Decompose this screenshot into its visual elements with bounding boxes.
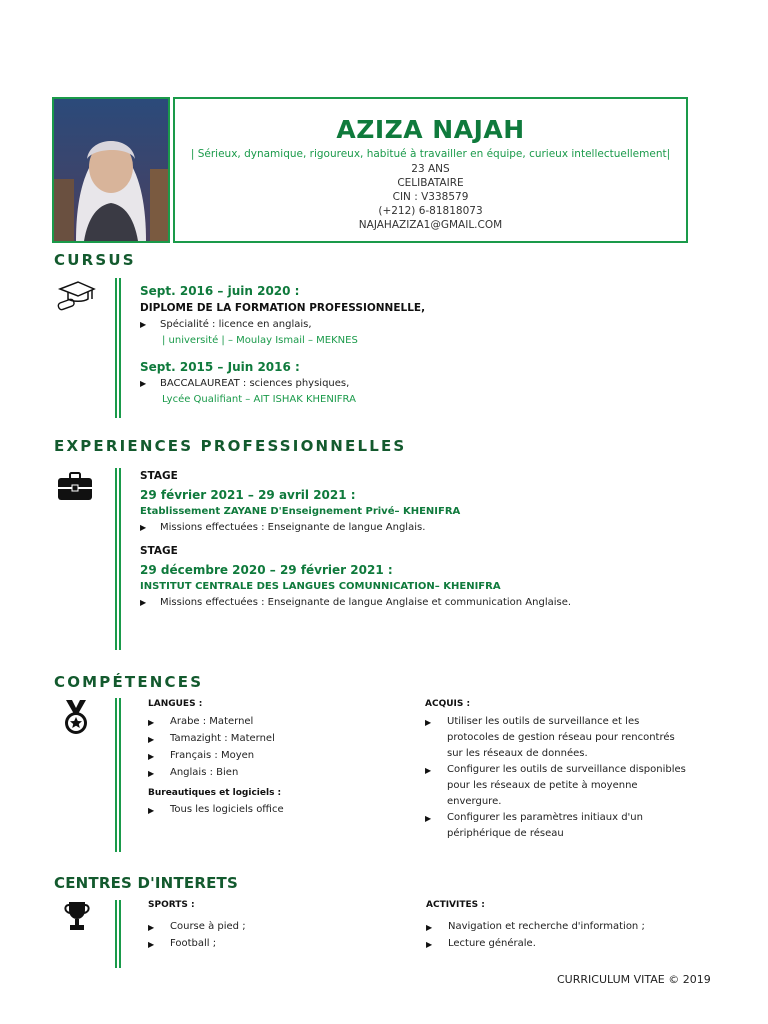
list-item: ▶ Anglais : Bien xyxy=(148,765,388,782)
cursus-date-1: Sept. 2016 – juin 2020 : xyxy=(140,284,300,298)
list-item: ▶ Français : Moyen xyxy=(148,748,388,765)
tagline: | Sérieux, dynamique, rigoureux, habitué à travailler en équipe, curieux intellectuellement| xyxy=(190,148,671,160)
bullet-icon: ▶ xyxy=(148,752,155,761)
cursus-specialty: Spécialité : licence en anglais, xyxy=(160,319,312,330)
graduation-cap-icon xyxy=(56,279,96,313)
marital-status: CELIBATAIRE xyxy=(397,177,464,189)
bullet-icon: ▶ xyxy=(148,718,155,727)
list-item: ▶ Arabe : Maternel xyxy=(148,714,388,731)
bullet-icon: ▶ xyxy=(148,735,155,744)
skills-title: COMPÉTENCES xyxy=(54,673,204,691)
job-mission-row-2 xyxy=(140,597,571,608)
job-date-1: 29 février 2021 – 29 avril 2021 : xyxy=(140,488,356,502)
cursus-title: CURSUS xyxy=(54,251,136,269)
trophy-icon xyxy=(62,900,92,934)
bullet-icon: ▶ xyxy=(148,940,155,949)
cursus-diploma-row xyxy=(140,378,349,389)
acquired-list xyxy=(425,714,693,842)
job-date-2: 29 décembre 2020 – 29 février 2021 : xyxy=(140,563,393,577)
list-item: ▶ Utiliser les outils de surveillance et les protocoles de gestion réseau pour rencontrés sur les réseaux de données. xyxy=(425,714,693,762)
bullet-icon: ▶ xyxy=(148,806,155,815)
cursus-place-1: | université | – Moulay Ismail – MEKNES xyxy=(162,335,358,346)
activities-label: ACTIVITES : xyxy=(426,900,485,910)
bullet-icon: ▶ xyxy=(425,814,432,823)
job-role-1: STAGE xyxy=(140,470,178,482)
list-item: ▶ Navigation et recherche d'information ; xyxy=(426,919,694,936)
medal-icon xyxy=(60,698,92,738)
sports-label: SPORTS : xyxy=(148,900,195,910)
cursus-diploma-2: BACCALAUREAT : sciences physiques, xyxy=(160,378,350,389)
languages-label: LANGUES : xyxy=(148,699,203,709)
bullet-icon: ▶ xyxy=(140,379,147,388)
cursus-diploma-1: DIPLOME DE LA FORMATION PROFESSIONNELLE, xyxy=(140,302,426,314)
bullet-icon: ▶ xyxy=(140,523,147,532)
phone: (+212) 6-81818073 xyxy=(378,205,483,217)
job-mission-row-1 xyxy=(140,522,425,533)
list-item: ▶ Lecture générale. xyxy=(426,936,694,953)
bullet-icon: ▶ xyxy=(140,320,147,329)
profile-photo-illustration xyxy=(54,99,168,241)
list-item: ▶ Tamazight : Maternel xyxy=(148,731,388,748)
sports-list xyxy=(148,919,388,953)
bullet-icon: ▶ xyxy=(425,766,432,775)
software-label: Bureautiques et logiciels : xyxy=(148,788,282,798)
activities-list xyxy=(426,919,694,953)
acquired-label: ACQUIS : xyxy=(425,699,471,709)
cin: CIN : V338579 xyxy=(392,191,469,203)
bullet-icon: ▶ xyxy=(148,769,155,778)
job-org-2: INSTITUT CENTRALE DES LANGUES COMUNNICATION– KHENIFRA xyxy=(140,581,501,592)
cursus-date-2: Sept. 2015 – Juin 2016 : xyxy=(140,360,300,374)
bullet-icon: ▶ xyxy=(426,923,433,932)
experience-title: EXPERIENCES PROFESSIONNELLES xyxy=(54,437,407,455)
full-name: AZIZA NAJAH xyxy=(336,115,525,144)
bullet-icon: ▶ xyxy=(140,598,147,607)
profile-photo xyxy=(52,97,170,243)
bullet-icon: ▶ xyxy=(148,923,155,932)
interests-divider xyxy=(115,900,121,968)
skills-divider xyxy=(115,698,121,852)
header-box xyxy=(173,97,688,243)
cursus-divider xyxy=(115,278,121,418)
bullet-icon: ▶ xyxy=(425,718,432,727)
list-item: ▶ Football ; xyxy=(148,936,388,953)
list-item: ▶ Configurer les paramètres initiaux d'un périphérique de réseau xyxy=(425,810,693,842)
software-list xyxy=(148,802,388,819)
languages-list xyxy=(148,714,388,782)
briefcase-icon xyxy=(56,470,96,504)
cursus-place-2: Lycée Qualifiant – AIT ISHAK KHENIFRA xyxy=(162,394,356,405)
job-mission-1: Missions effectuées : Enseignante de langue Anglais. xyxy=(160,522,426,533)
email: NAJAHAZIZA1@GMAIL.COM xyxy=(358,219,503,231)
age: 23 ANS xyxy=(411,163,450,175)
job-role-2: STAGE xyxy=(140,545,178,557)
job-org-1: Etablissement ZAYANE D'Enseignement Privé– KHENIFRA xyxy=(140,506,461,517)
cursus-specialty-row xyxy=(140,319,312,330)
interests-title: CENTRES D'INTERETS xyxy=(54,874,238,892)
list-item: ▶ Configurer les outils de surveillance disponibles pour les réseaux de petite à moyenne envergure. xyxy=(425,762,693,810)
list-item: ▶ Tous les logiciels office xyxy=(148,802,388,819)
list-item: ▶ Course à pied ; xyxy=(148,919,388,936)
experience-divider xyxy=(115,468,121,650)
footer-text: CURRICULUM VITAE © 2019 xyxy=(557,973,711,986)
job-mission-2: Missions effectuées : Enseignante de langue Anglaise et communication Anglaise. xyxy=(160,597,572,608)
bullet-icon: ▶ xyxy=(426,940,433,949)
